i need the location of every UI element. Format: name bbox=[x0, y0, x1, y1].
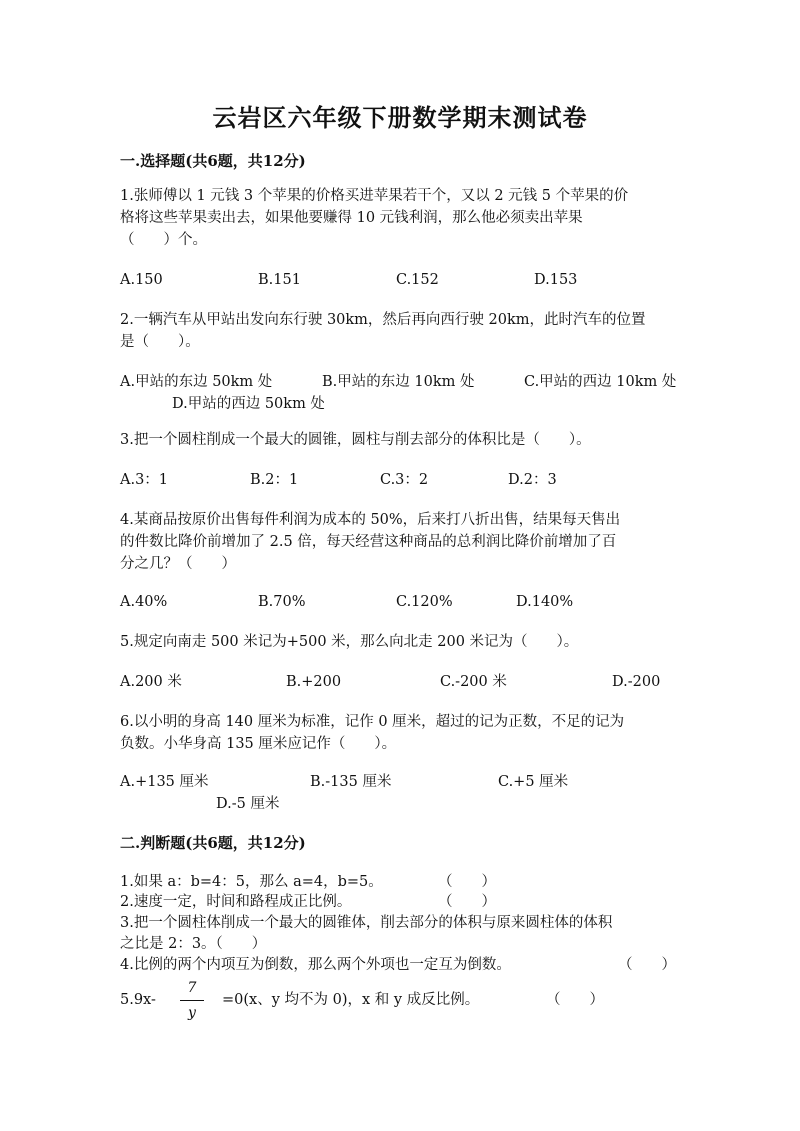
j2-paren: （ ） bbox=[438, 894, 496, 910]
q6-option-c: C.+5 厘米 bbox=[498, 774, 569, 790]
q1-line1: 1.张师傅以 1 元钱 3 个苹果的价格买进苹果若干个，又以 2 元钱 5 个苹果的价 bbox=[120, 188, 629, 204]
q2-option-b: B.甲站的东边 10km 处 bbox=[322, 374, 475, 390]
q5-option-c: C.-200 米 bbox=[440, 674, 507, 690]
q4-line3: 分之几？（ ） bbox=[120, 556, 236, 572]
section-heading-judge: 二.判断题(共6题，共12分) bbox=[120, 834, 306, 852]
q2-line2: 是（ ）。 bbox=[120, 334, 200, 350]
q6-line2: 负数。小华身高 135 厘米应记作（ ）。 bbox=[120, 736, 397, 752]
j3-line2: 之比是 2：3。（ ） bbox=[120, 936, 267, 952]
q4-option-a: A.40% bbox=[120, 594, 168, 610]
j5-fraction-numerator: 7 bbox=[187, 980, 197, 996]
j4-text: 4.比例的两个内项互为倒数，那么两个外项也一定互为倒数。 bbox=[120, 957, 511, 973]
q6-option-d: D.-5 厘米 bbox=[216, 796, 280, 812]
exam-title: 云岩区六年级下册数学期末测试卷 bbox=[212, 103, 588, 132]
q3-line1: 3.把一个圆柱削成一个最大的圆锥，圆柱与削去部分的体积比是（ ）。 bbox=[120, 432, 591, 448]
j5-prefix: 5.9x- bbox=[120, 992, 156, 1008]
q5-line1: 5.规定向南走 500 米记为+500 米，那么向北走 200 米记为（ ）。 bbox=[120, 634, 579, 650]
q4-option-c: C.120% bbox=[396, 594, 453, 610]
q1-line3: （ ）个。 bbox=[120, 232, 207, 248]
q2-option-a: A.甲站的东边 50km 处 bbox=[120, 374, 273, 390]
j5-suffix: =0(x、y 均不为 0)，x 和 y 成反比例。 bbox=[222, 992, 480, 1008]
q3-option-a: A.3：1 bbox=[120, 472, 169, 488]
j1-paren: （ ） bbox=[438, 874, 496, 890]
q5-option-a: A.200 米 bbox=[120, 674, 182, 690]
j3-line1: 3.把一个圆柱体削成一个最大的圆锥体，削去部分的体积与原来圆柱体的体积 bbox=[120, 915, 613, 931]
j2-text: 2.速度一定，时间和路程成正比例。 bbox=[120, 894, 352, 910]
q3-option-d: D.2：3 bbox=[508, 472, 557, 488]
q2-option-c: C.甲站的西边 10km 处 bbox=[524, 374, 677, 390]
q3-option-c: C.3：2 bbox=[380, 472, 429, 488]
q1-option-d: D.153 bbox=[534, 272, 578, 288]
q1-option-c: C.152 bbox=[396, 272, 439, 288]
j1-text: 1.如果 a：b=4：5，那么 a=4，b=5。 bbox=[120, 874, 383, 890]
q2-option-d: D.甲站的西边 50km 处 bbox=[172, 396, 325, 412]
q4-line1: 4.某商品按原价出售每件利润为成本的 50%，后来打八折出售，结果每天售出 bbox=[120, 512, 621, 528]
q5-option-b: B.+200 bbox=[286, 674, 342, 690]
q1-option-a: A.150 bbox=[120, 272, 163, 288]
q5-option-d: D.-200 bbox=[612, 674, 661, 690]
j5-fraction bbox=[180, 978, 204, 1023]
q2-line1: 2.一辆汽车从甲站出发向东行驶 30km，然后再向西行驶 20km，此时汽车的位置 bbox=[120, 312, 646, 328]
q3-option-b: B.2：1 bbox=[250, 472, 299, 488]
q4-option-d: D.140% bbox=[516, 594, 574, 610]
q6-option-a: A.+135 厘米 bbox=[120, 774, 209, 790]
q1-line2: 格将这些苹果卖出去，如果他要赚得 10 元钱利润，那么他必须卖出苹果 bbox=[120, 210, 583, 226]
j5-fraction-bar bbox=[180, 1000, 204, 1001]
q6-line1: 6.以小明的身高 140 厘米为标准，记作 0 厘米，超过的记为正数，不足的记为 bbox=[120, 714, 625, 730]
q1-option-b: B.151 bbox=[258, 272, 301, 288]
section-heading-choice: 一.选择题(共6题，共12分) bbox=[120, 152, 306, 170]
q4-line2: 的件数比降价前增加了 2.5 倍，每天经营这种商品的总利润比降价前增加了百 bbox=[120, 534, 617, 550]
q6-option-b: B.-135 厘米 bbox=[310, 774, 392, 790]
q4-option-b: B.70% bbox=[258, 594, 306, 610]
j5-paren: （ ） bbox=[546, 992, 604, 1008]
j5-fraction-denominator: y bbox=[188, 1005, 196, 1021]
j4-paren: （ ） bbox=[618, 957, 676, 973]
